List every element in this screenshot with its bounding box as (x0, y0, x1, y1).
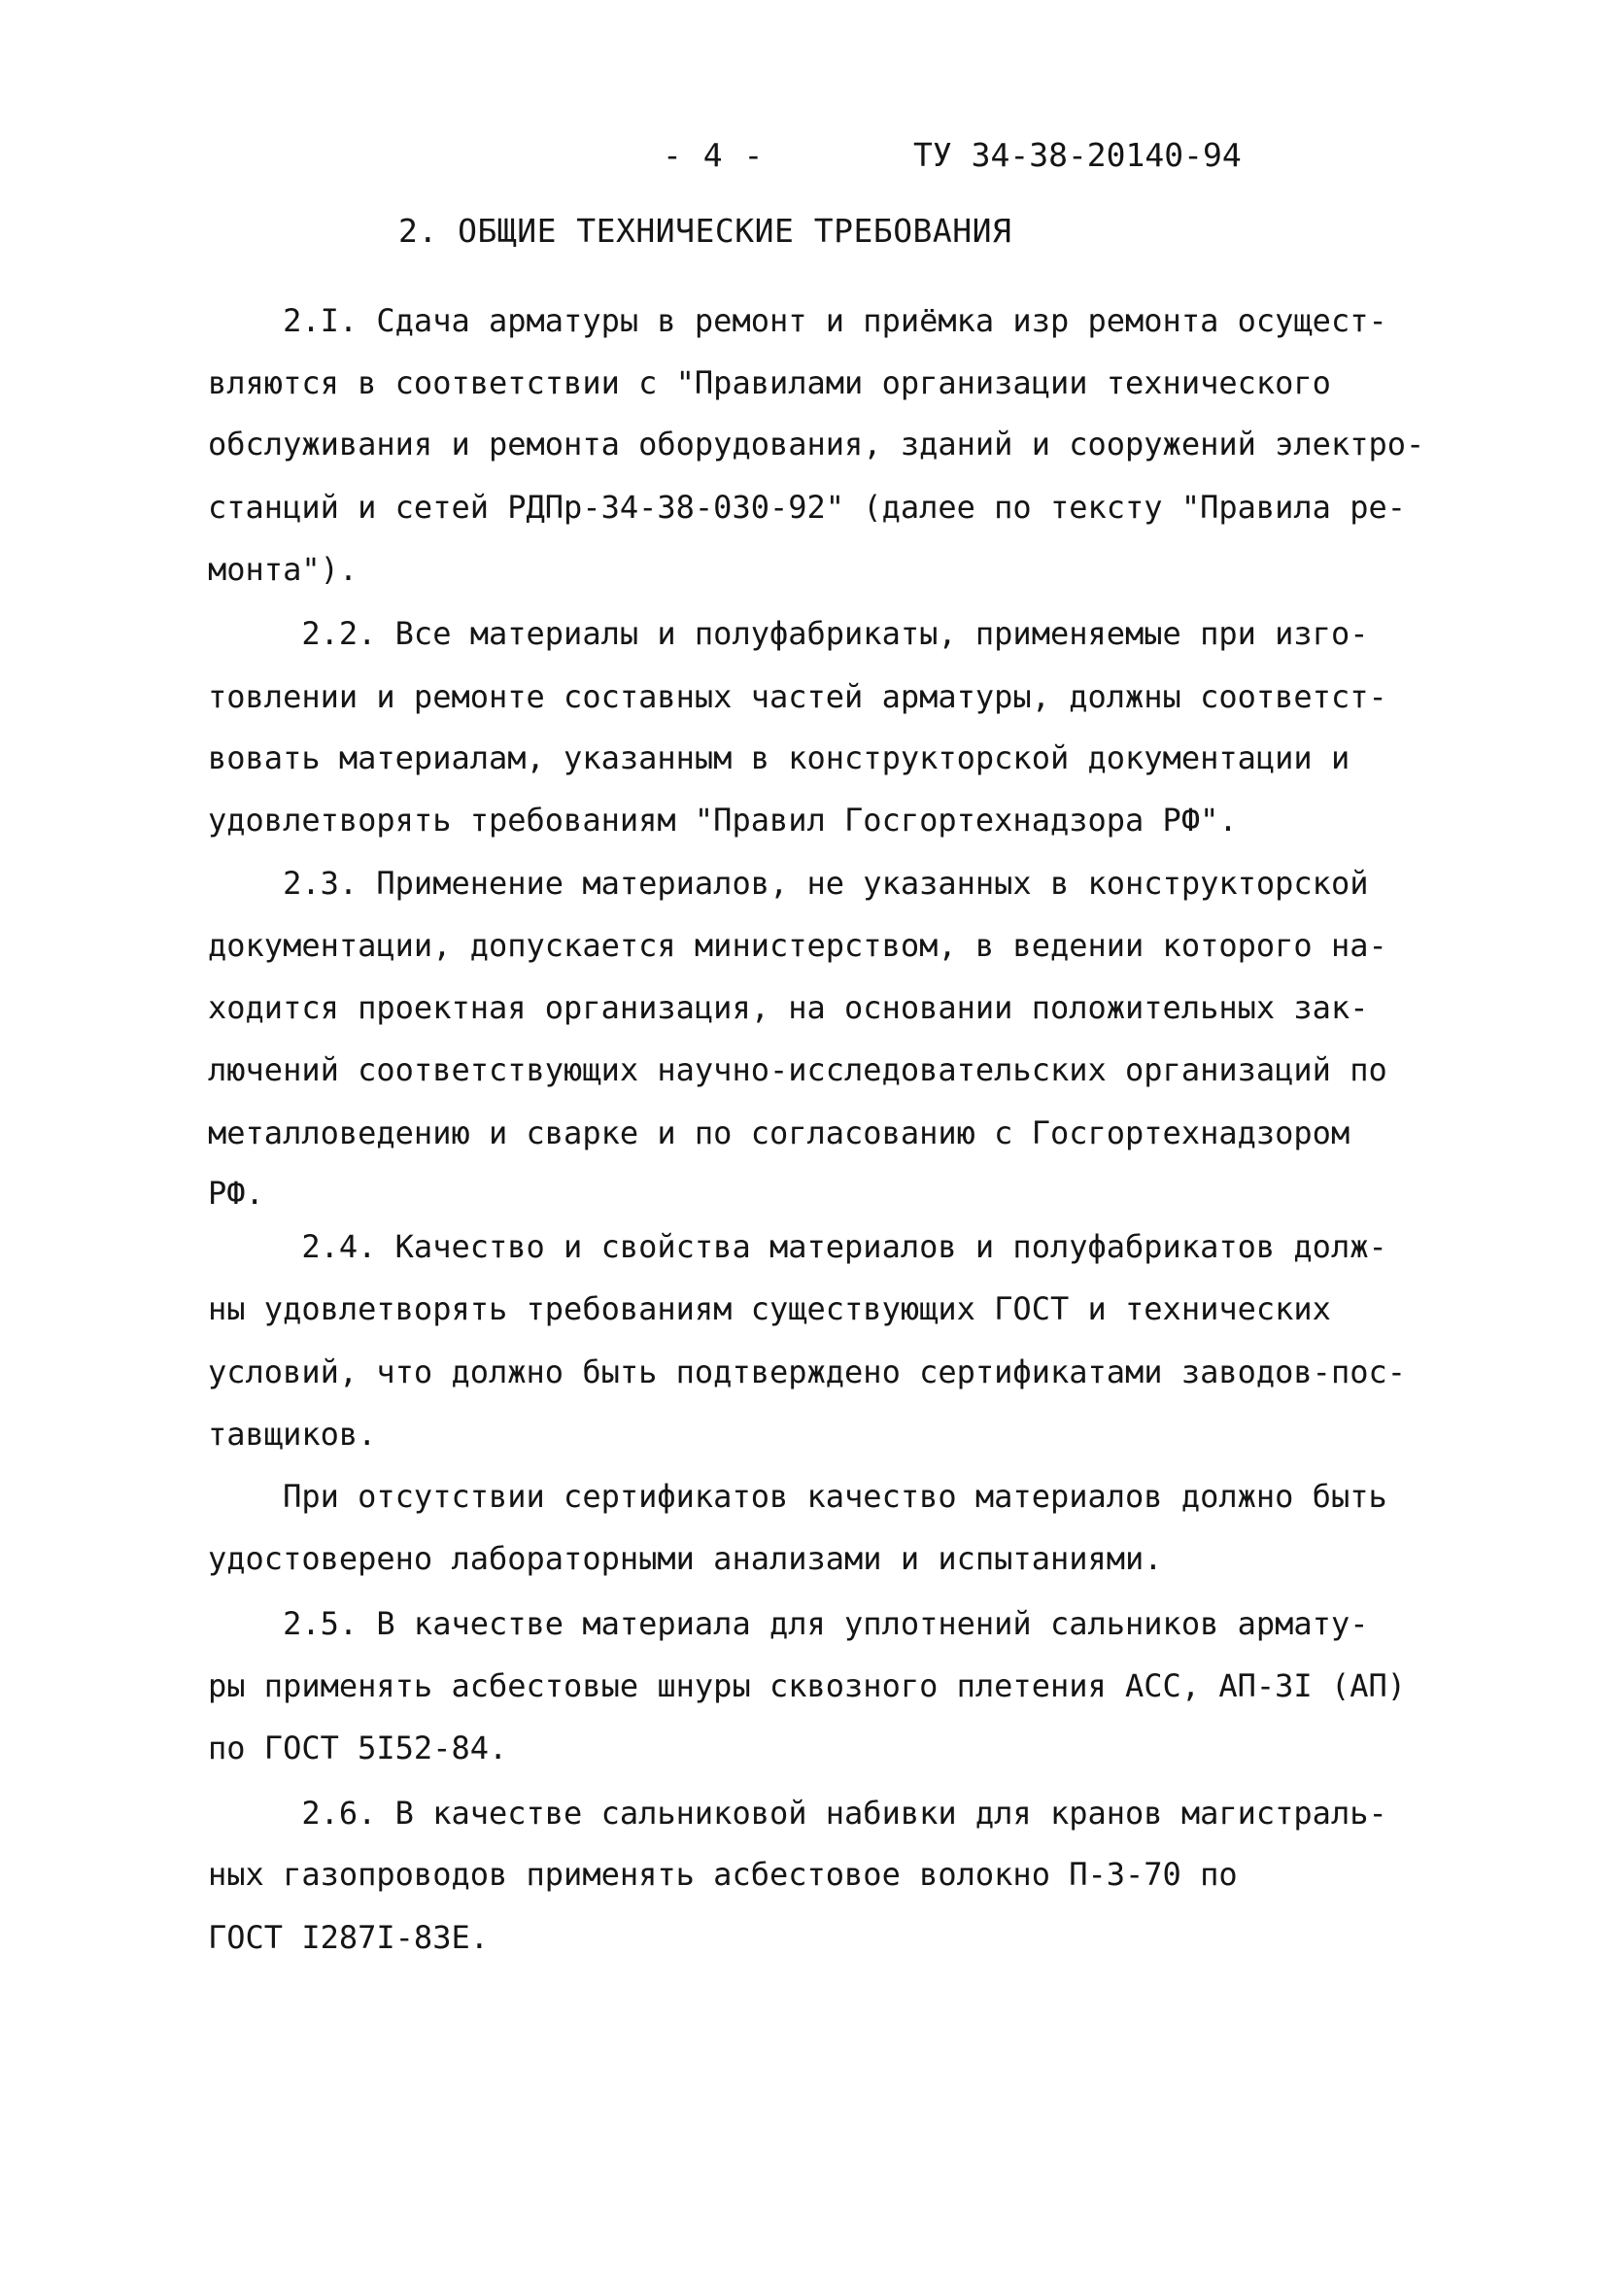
text-line: 2.2. Все материалы и полуфабрикаты, применяемые при изго- (208, 615, 1369, 652)
text-line: 2.I. Сдача арматуры в ремонт и приёмка изр ремонта осущест- (208, 302, 1387, 339)
text-line: станций и сетей РДПр-34-38-030-92" (далее по тексту "Правила ре- (208, 489, 1406, 526)
text-line: тавщиков. (208, 1416, 377, 1453)
text-line: обслуживания и ремонта оборудования, зданий и сооружений электро- (208, 426, 1425, 463)
text-line: удостоверено лабораторными анализами и испытаниями. (208, 1540, 1163, 1577)
text-line: ходится проектная организация, на основании положительных зак- (208, 989, 1369, 1026)
text-line: РФ. (208, 1175, 264, 1212)
text-line: вляются в соответствии с "Правилами организации технического (208, 364, 1331, 401)
text-line: ры применять асбестовые шнуры сквозного плетения АСС, АП-3I (АП) (208, 1667, 1406, 1704)
text-line: 2.3. Применение материалов, не указанных в конструкторской (208, 865, 1369, 902)
text-line: ГОСТ I287I-83Е. (208, 1919, 489, 1956)
text-line: 2.5. В качестве материала для уплотнений сальников армату- (208, 1605, 1369, 1642)
text-line: вовать материалам, указанным в конструкторской документации и (208, 739, 1350, 776)
text-line: ны удовлетворять требованиям существующих ГОСТ и технических (208, 1290, 1331, 1327)
text-line: документации, допускается министерством, в ведении которого на- (208, 927, 1387, 964)
section-title: 2. ОБЩИЕ ТЕХНИЧЕСКИЕ ТРЕБОВАНИЯ (398, 212, 1012, 250)
text-line: При отсутствии сертификатов качество материалов должно быть (208, 1478, 1387, 1515)
text-line: удовлетворять требованиям "Правил Госгортехнадзора РФ". (208, 802, 1238, 839)
text-line: лючений соответствующих научно-исследовательских организаций по (208, 1051, 1387, 1088)
text-line: 2.6. В качестве сальниковой набивки для кранов магистраль- (208, 1795, 1387, 1832)
text-line: товлении и ремонте составных частей арматуры, должны соответст- (208, 678, 1387, 715)
text-line: 2.4. Качество и свойства материалов и полуфабрикатов долж- (208, 1228, 1387, 1265)
text-line: металловедению и сварке и по согласованию с Госгортехнадзором (208, 1114, 1350, 1151)
page-number: - 4 - (663, 136, 765, 174)
document-code: ТУ 34-38-20140-94 (913, 136, 1242, 174)
text-line: условий, что должно быть подтверждено сертификатами заводов-пос- (208, 1354, 1406, 1390)
text-line: по ГОСТ 5I52-84. (208, 1730, 508, 1766)
text-line: ных газопроводов применять асбестовое волокно П-3-70 по (208, 1856, 1238, 1893)
text-line: монта"). (208, 551, 359, 588)
